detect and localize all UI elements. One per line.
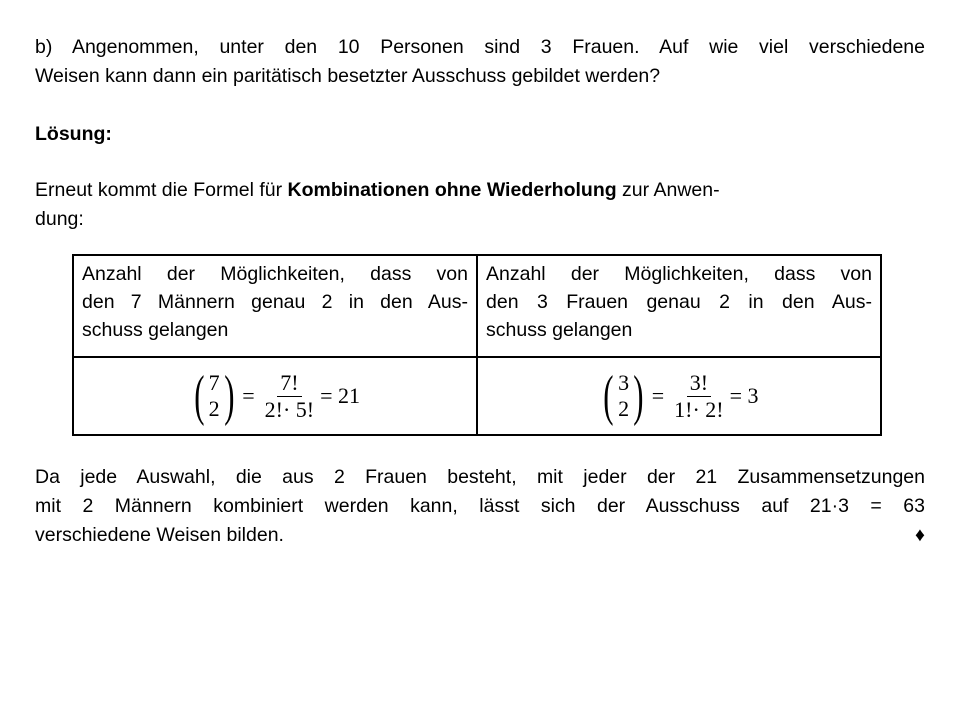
combination-table bbox=[72, 254, 882, 436]
equals-women: = bbox=[651, 383, 665, 408]
fraction-women bbox=[674, 370, 723, 423]
end-marker-icon: ♦ bbox=[915, 524, 925, 546]
conclusion-line-2: mit 2 Männern kombiniert werden kann, lässt sich der Ausschuss auf 21·3 = 63 bbox=[35, 495, 925, 517]
formula-cell-men bbox=[73, 357, 477, 435]
formula-men bbox=[190, 365, 361, 427]
conclusion-line-3-text: verschiedene Weisen bilden. bbox=[35, 524, 284, 546]
question-line-2: Weisen kann dann ein paritätisch besetzter Ausschuss gebildet werden? bbox=[35, 65, 661, 87]
intro-bold-term: Kombinationen ohne Wiederholung bbox=[287, 179, 617, 201]
formula-women bbox=[599, 365, 759, 427]
conclusion-line-3 bbox=[35, 521, 925, 550]
header-women-line-3: schuss gelangen bbox=[486, 319, 633, 341]
header-men-line-2: den 7 Männern genau 2 in den Aus- bbox=[82, 291, 468, 313]
binom-women-k: 2 bbox=[618, 396, 630, 421]
binomial-men: ( 7 2 ) bbox=[194, 365, 235, 427]
fraction-men-denominator: 2!· 5! bbox=[264, 396, 315, 422]
fraction-men-numerator: 7! bbox=[277, 370, 301, 397]
intro-line-1 bbox=[35, 176, 925, 205]
table-header-row bbox=[73, 255, 881, 357]
intro-prefix: Erneut kommt die Formel für bbox=[35, 179, 288, 201]
solution-heading: Lösung: bbox=[35, 123, 112, 145]
intro-line-2: dung: bbox=[35, 208, 84, 230]
conclusion-line-1: Da jede Auswahl, die aus 2 Frauen besteht, mit jeder der 21 Zusammensetzungen bbox=[35, 466, 925, 488]
binomial-women: ( 3 2 ) bbox=[603, 365, 644, 427]
header-women-line-1: Anzahl der Möglichkeiten, dass von bbox=[486, 263, 872, 285]
formula-cell-women bbox=[477, 357, 881, 435]
equals-men: = bbox=[242, 383, 255, 408]
binom-men-k: 2 bbox=[208, 396, 220, 421]
binom-men-n: 7 bbox=[208, 370, 220, 395]
header-men-line-3: schuss gelangen bbox=[82, 319, 229, 341]
header-men-line-1: Anzahl der Möglichkeiten, dass von bbox=[82, 263, 468, 285]
fraction-women-denominator: 1!· 2! bbox=[674, 396, 724, 422]
question-line-1: b) Angenommen, unter den 10 Personen sind 3 Frauen. Auf wie viel verschiedene bbox=[35, 36, 925, 58]
fraction-men bbox=[265, 370, 314, 423]
table-formula-row bbox=[73, 357, 881, 435]
intro-paragraph bbox=[35, 176, 925, 234]
result-women: = 3 bbox=[729, 383, 759, 408]
header-women-line-2: den 3 Frauen genau 2 in den Aus- bbox=[486, 291, 872, 313]
binom-women-n: 3 bbox=[618, 370, 630, 395]
intro-suffix: zur Anwen- bbox=[616, 179, 720, 201]
header-cell-women bbox=[477, 255, 881, 357]
result-men: = 21 bbox=[320, 383, 361, 408]
question-paragraph bbox=[35, 33, 925, 91]
header-cell-men bbox=[73, 255, 477, 357]
conclusion-paragraph bbox=[35, 463, 925, 550]
fraction-women-numerator: 3! bbox=[687, 370, 711, 397]
